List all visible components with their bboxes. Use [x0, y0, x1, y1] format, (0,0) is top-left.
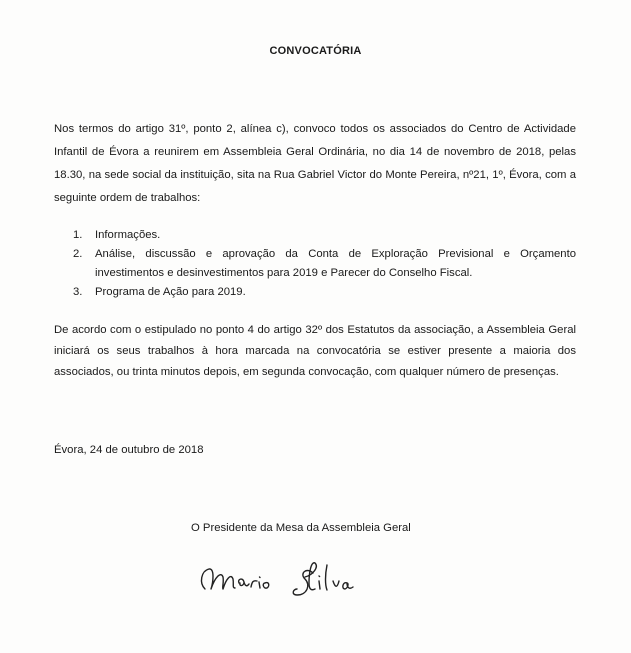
agenda-item [54, 226, 576, 245]
document-title: CONVOCATÓRIA [269, 45, 362, 57]
signatory-title: O Presidente da Mesa da Assembleia Geral [191, 522, 411, 534]
agenda-item-number: 3. [73, 286, 83, 298]
agenda-item-text: Análise, discussão e aprovação da Conta de Exploração Previsional e Orçamento investimentos e desinvestimentos para 2019 e Parecer do Conselho Fiscal. [95, 248, 576, 279]
signature-drawing [195, 553, 385, 603]
document-date: Évora, 24 de outubro de 2018 [54, 444, 204, 456]
agenda-item-number: 2. [73, 248, 83, 260]
agenda-item-number: 1. [73, 229, 83, 241]
agenda-list [54, 226, 576, 302]
agenda-item [54, 283, 576, 302]
handwritten-signature [195, 553, 385, 603]
agenda-item-text: Informações. [95, 229, 161, 241]
agenda-item-text: Programa de Ação para 2019. [95, 286, 246, 298]
agenda-item [54, 245, 576, 283]
intro-paragraph: Nos termos do artigo 31º, ponto 2, alínea c), convoco todos os associados do Centro de Actividade Infantil de Évora a reunirem em Assembleia Geral Ordinária, no dia 14 de novembro de 2018, pelas 18.30, na sede social da instituição, sita na Rua Gabriel Victor do Monte Pereira, nº21, 1º, Évora, com a seguinte ordem de trabalhos: [54, 123, 576, 204]
closing-paragraph: De acordo com o estipulado no ponto 4 do artigo 32º dos Estatutos da associação, a Assembleia Geral iniciará os seus trabalhos à hora marcada na convocatória se estiver presente a maioria dos associados, ou trinta minutos depois, em segunda convocação, com qualquer número de presenças. [54, 324, 576, 378]
